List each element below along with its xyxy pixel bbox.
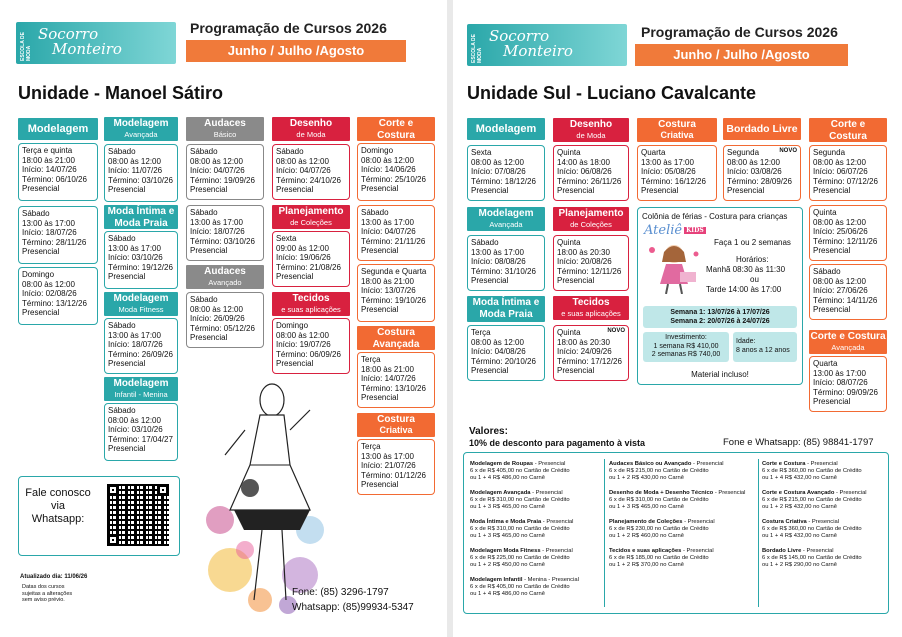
unit-title: Unidade Sul - Luciano Cavalcante	[467, 83, 757, 103]
valores-divider-2	[758, 459, 759, 607]
program-title: Programação de Cursos 2026	[641, 24, 838, 40]
schedule-box	[357, 205, 435, 261]
schedule-line: 18:00 às 20:30	[557, 337, 610, 347]
valor-item: Corte e Costura - Presencial 6 x de R$ 360,00 no Cartão de Crédito ou 1 + 4 R$ 432,00 no Carnê	[762, 461, 862, 481]
schedule-box	[272, 231, 350, 287]
schedule-line: Presencial	[813, 305, 851, 315]
schedule-line: Início: 26/09/26	[190, 314, 245, 324]
schedule-line: 13:00 às 17:00	[108, 330, 161, 340]
atelie-logo: Ateliê $^{KIDS}$	[644, 223, 704, 238]
schedule-line: Presencial	[22, 184, 60, 194]
schedule-line: Término: 09/09/26	[813, 387, 878, 397]
updated-text: Atualizado dia: 11/06/26	[20, 574, 88, 580]
notice-text: Datas dos cursos sujeitas a alterações sem aviso prévio.	[22, 584, 73, 603]
schedule-line: 13:00 às 17:00	[471, 247, 524, 257]
schedule-box	[809, 356, 887, 412]
schedule-box	[467, 145, 545, 201]
schedule-line: Início: 19/06/26	[276, 253, 331, 263]
novo-badge: NOVO	[779, 148, 797, 154]
schedule-line: Início: 14/07/26	[361, 374, 416, 384]
course-header-costura-criativa: Costura Criativa	[637, 118, 717, 142]
course-header-costura-avancada: Costura Avançada	[357, 326, 435, 350]
schedule-line: Terça e quinta	[22, 146, 73, 155]
schedule-line: Término: 24/10/26	[276, 175, 341, 185]
logo-name-2: Monteiro	[503, 42, 573, 60]
course-header-audaces-avancado: Audaces Avançado	[186, 265, 264, 289]
schedule-line: Terça	[471, 328, 491, 337]
course-header-audaces-basico: Audaces Básico	[186, 117, 264, 141]
schedule-line: Domingo	[276, 321, 309, 330]
course-header-modelagem: Modelagem	[18, 118, 98, 140]
manha-text: Manhã 08:30 às 11:30	[706, 265, 786, 274]
schedule-line: Presencial	[361, 305, 399, 315]
schedule-line: Início: 11/07/26	[108, 166, 163, 176]
schedule-line: Término: 17/04/27	[108, 434, 173, 444]
fone-whatsapp: Fone e Whatsapp: (85) 98841-1797	[723, 437, 874, 448]
semanas-band	[643, 306, 797, 328]
schedule-line: Quinta	[557, 148, 581, 157]
material-text: Material incluso!	[691, 370, 749, 379]
schedule-box	[357, 264, 435, 322]
course-header-corte-costura: Corte e Costura	[357, 117, 435, 141]
schedule-line: Presencial	[276, 359, 314, 369]
schedule-line: Presencial	[557, 186, 595, 196]
schedule-line: 08:00 às 12:00	[276, 156, 329, 166]
months-band: Junho / Julho /Agosto	[186, 40, 406, 62]
whatsapp-text: Fale conosco via Whatsapp:	[25, 487, 91, 525]
schedule-box	[357, 352, 435, 408]
schedule-box	[809, 264, 887, 320]
schedule-line: Sábado	[108, 147, 136, 156]
schedule-line: 08:00 às 12:00	[108, 415, 161, 425]
schedule-line: Terça	[361, 355, 381, 364]
schedule-line: 08:00 às 12:00	[190, 304, 243, 314]
course-header-modelagem-avancada: Modelagem Avançada	[467, 207, 545, 231]
schedule-line: Término: 03/10/26	[108, 175, 173, 185]
valor-item: Planejamento de Coleções - Presencial 6 x de R$ 230,00 no Cartão de Crédito ou 1 + 2 R$ 460,00 no Carnê	[609, 519, 715, 539]
schedule-line: 13:00 às 17:00	[22, 218, 75, 228]
unit-title: Unidade - Manoel Sátiro	[18, 83, 224, 103]
schedule-line: Término: 05/12/26	[190, 323, 255, 333]
schedule-line: 13:00 às 17:00	[361, 217, 414, 227]
schedule-line: 13:00 às 17:00	[108, 243, 161, 253]
course-header-costura-criativa: Costura Criativa	[357, 413, 435, 437]
valor-item: Costura Criativa - Presencial 6 x de R$ 360,00 no Cartão de Crédito ou 1 + 4 R$ 432,00 no Carnê	[762, 519, 862, 539]
schedule-line: Término: 19/12/26	[108, 262, 173, 272]
course-header-modelagem-fitness: Modelagem Moda Fitness	[104, 292, 178, 316]
schedule-line: 08:00 às 12:00	[361, 155, 414, 165]
schedule-line: 08:00 às 12:00	[190, 156, 243, 166]
schedule-line: Término: 13/12/26	[22, 298, 87, 308]
investimento-2: 2 semanas R$ 740,00	[651, 351, 721, 358]
logo-name-1: Socorro	[489, 27, 550, 45]
schedule-line: 08:00 às 12:00	[22, 279, 75, 289]
schedule-box	[104, 144, 178, 202]
schedule-box	[553, 145, 629, 201]
colonia-ferias-box	[637, 207, 803, 385]
logo-name-2: Monteiro	[52, 40, 122, 58]
valores-title: Valores:	[469, 426, 508, 437]
schedule-line: Presencial	[108, 272, 146, 282]
schedule-line: Início: 04/08/26	[471, 347, 526, 357]
schedule-line: Presencial	[361, 184, 399, 194]
schedule-line: Início: 18/07/26	[190, 227, 245, 237]
schedule-line: Início: 03/10/26	[108, 425, 163, 435]
course-header-planejamento: Planejamento de Coleções	[553, 207, 629, 231]
faca-text: Faça 1 ou 2 semanas	[714, 238, 791, 247]
schedule-line: Sábado	[108, 321, 136, 330]
schedule-line: Presencial	[22, 247, 60, 257]
schedule-line: Sexta	[471, 148, 492, 157]
schedule-box	[186, 144, 264, 200]
left-page	[0, 0, 447, 637]
schedule-line: Início: 18/07/26	[22, 228, 77, 238]
schedule-line: Quarta	[641, 148, 666, 157]
schedule-line: 09:00 às 12:00	[276, 243, 329, 253]
schedule-line: Presencial	[727, 186, 765, 196]
qr-code[interactable]	[107, 484, 169, 546]
schedule-box	[809, 205, 887, 261]
schedule-line: Início: 20/08/26	[557, 257, 612, 267]
whatsapp-phone-text: Whatsapp: (85)99934-5347	[292, 602, 414, 613]
schedule-line: Sábado	[190, 147, 218, 156]
schedule-line: Presencial	[813, 246, 851, 256]
schedule-line: Presencial	[471, 366, 509, 376]
schedule-line: Término: 07/12/26	[813, 176, 878, 186]
valor-item: Tecidos e suas aplicações - Presencial 6 x de R$ 185,00 no Cartão de Crédito ou 1 + 2 R$ 370,00 no Carnê	[609, 548, 714, 568]
idade-value: 8 anos a 12 anos	[736, 347, 790, 354]
schedule-line: Presencial	[190, 333, 228, 343]
valor-item: Audaces Básico ou Avançado - Presencial 6 x de R$ 215,00 no Cartão de Crédito ou 1 + 2 R$ 430,00 no Carnê	[609, 461, 724, 481]
schedule-line: Sábado	[22, 209, 50, 218]
investimento-label: Investimento:	[665, 334, 707, 341]
logo-name-1: Socorro	[38, 25, 99, 43]
schedule-box	[553, 325, 629, 381]
months-band: Junho / Julho /Agosto	[635, 44, 848, 66]
schedule-line: Sábado	[813, 267, 841, 276]
schedule-line: Presencial	[108, 359, 146, 369]
schedule-line: Sábado	[361, 208, 389, 217]
schedule-line: 13:00 às 17:00	[361, 451, 414, 461]
schedule-line: 08:00 às 12:00	[471, 337, 524, 347]
schedule-line: 08:00 às 12:00	[813, 276, 866, 286]
schedule-line: Término: 26/11/26	[557, 176, 622, 186]
schedule-line: Término: 31/10/26	[471, 266, 536, 276]
schedule-line: Quarta	[813, 359, 838, 368]
schedule-line: Sábado	[190, 208, 218, 217]
schedule-line: Presencial	[108, 185, 146, 195]
schedule-line: Início: 06/07/26	[813, 167, 868, 177]
schedule-line: Presencial	[813, 397, 851, 407]
schedule-line: Sábado	[276, 147, 304, 156]
course-header-corte-costura: Corte e Costura	[809, 118, 887, 142]
schedule-line: Início: 08/07/26	[813, 378, 868, 388]
schedule-box	[723, 145, 801, 201]
schedule-line: Início: 02/08/26	[22, 289, 77, 299]
tarde-text: Tarde 14:00 às 17:00	[706, 285, 782, 294]
valor-item: Desenho de Moda + Desenho Técnico - Presencial 6 x de R$ 310,00 no Cartão de Crédito ou 1 + 3 R$ 465,00 no Carnê	[609, 490, 746, 510]
schedule-line: Quinta	[557, 238, 581, 247]
schedule-line: Início: 25/06/26	[813, 227, 868, 237]
schedule-line: Presencial	[813, 186, 851, 196]
logo	[467, 24, 627, 66]
schedule-line: Sábado	[471, 238, 499, 247]
schedule-box	[553, 235, 629, 291]
schedule-line: Presencial	[361, 393, 399, 403]
schedule-line: Presencial	[276, 185, 314, 195]
schedule-line: Término: 17/12/26	[557, 356, 622, 366]
course-header-corte-costura-avancada: Corte e Costura Avançada	[810, 331, 886, 352]
schedule-line: Início: 24/09/26	[557, 347, 612, 357]
investimento-box	[643, 332, 729, 362]
schedule-line: Término: 12/11/26	[813, 236, 878, 246]
schedule-line: 18:00 às 21:00	[361, 276, 414, 286]
fashion-illustration	[190, 370, 340, 620]
ou-text: ou	[750, 275, 759, 284]
phone-text: Fone: (85) 3296-1797	[292, 587, 389, 598]
schedule-line: Término: 03/10/26	[190, 236, 255, 246]
schedule-line: Término: 20/10/26	[471, 356, 536, 366]
schedule-line: Término: 13/10/26	[361, 383, 426, 393]
logo	[16, 22, 176, 64]
schedule-line: Sexta	[276, 234, 297, 243]
schedule-line: Presencial	[557, 276, 595, 286]
schedule-line: Início: 19/07/26	[276, 340, 331, 350]
schedule-line: Presencial	[361, 246, 399, 256]
schedule-line: Término: 06/09/26	[276, 349, 341, 359]
schedule-line: Término: 12/11/26	[557, 266, 622, 276]
schedule-line: Início: 13/07/26	[361, 286, 416, 296]
schedule-line: 18:00 às 21:00	[22, 155, 75, 165]
schedule-line: Início: 08/08/26	[471, 257, 526, 267]
schedule-line: Sábado	[108, 234, 136, 243]
schedule-box	[186, 205, 264, 261]
schedule-line: Término: 19/09/26	[190, 175, 255, 185]
schedule-box	[104, 318, 178, 374]
schedule-box	[467, 325, 545, 381]
schedule-line: Término: 19/10/26	[361, 295, 426, 305]
schedule-line: Quinta	[813, 208, 837, 217]
schedule-line: Presencial	[471, 186, 509, 196]
schedule-line: Início: 21/07/26	[361, 461, 416, 471]
whatsapp-box	[18, 476, 180, 556]
course-header-planejamento: Planejamento de Coleções	[272, 205, 350, 229]
valor-item: Modelagem Moda Fitness - Presencial 6 x de R$ 225,00 no Cartão de Crédito ou 1 + 2 R$ 450,00 no Carnê	[470, 548, 573, 568]
schedule-line: Término: 16/12/26	[641, 176, 706, 186]
idade-label: Idade:	[736, 338, 756, 345]
course-header-moda-intima: Moda Íntima e Moda Praia	[467, 296, 545, 322]
kid-illustration	[644, 242, 704, 294]
schedule-line: 08:00 às 12:00	[108, 156, 161, 166]
schedule-line: Término: 14/11/26	[813, 295, 878, 305]
schedule-line: Término: 21/08/26	[276, 262, 341, 272]
investimento-1: 1 semana R$ 410,00	[653, 342, 719, 350]
right-page	[453, 0, 902, 637]
schedule-line: 18:00 às 21:00	[361, 364, 414, 374]
schedule-line: Terça	[361, 442, 381, 451]
schedule-box	[18, 267, 98, 325]
valor-item: Corte e Costura Avançado - Presencial 6 x de R$ 215,00 no Cartão de Crédito ou 1 + 2 R$ 432,00 no Carnê	[762, 490, 867, 510]
schedule-box	[637, 145, 717, 201]
schedule-line: Término: 21/11/26	[361, 236, 426, 246]
schedule-box	[357, 143, 435, 201]
schedule-line: Domingo	[361, 146, 394, 155]
course-header-moda-intima: Moda Íntima e Moda Praia	[104, 205, 178, 229]
schedule-line: 08:00 às 12:00	[813, 217, 866, 227]
schedule-line: Segunda	[727, 148, 760, 157]
schedule-line: Quinta	[557, 328, 581, 337]
schedule-box	[467, 235, 545, 291]
course-header-tecidos: Tecidos e suas aplicações	[272, 292, 350, 316]
course-header-bordado-livre: Bordado Livre	[723, 118, 801, 140]
schedule-line: Presencial	[190, 246, 228, 256]
schedule-line: Início: 05/08/26	[641, 167, 696, 177]
schedule-line: Início: 04/07/26	[190, 166, 245, 176]
schedule-box	[272, 144, 350, 200]
idade-box	[733, 332, 797, 362]
schedule-line: Início: 06/08/26	[557, 167, 612, 177]
semana-1: Semana 1: 13/07/26 à 17/07/26	[670, 309, 770, 316]
schedule-box	[104, 403, 178, 461]
course-header-modelagem-infantil: Modelagem Infantil - Menina	[104, 377, 178, 401]
schedule-line: Início: 27/06/26	[813, 286, 868, 296]
schedule-line: Sábado	[190, 295, 218, 304]
schedule-line: 08:00 às 12:00	[813, 157, 866, 167]
schedule-line: Término: 28/09/26	[727, 176, 792, 186]
desconto-text: 10% de desconto para pagamento à vista	[469, 438, 646, 448]
course-header-modelagem: Modelagem	[467, 118, 545, 140]
valor-item: Modelagem Avançada - Presencial 6 x de R$ 310,00 no Cartão de Crédito ou 1 + 3 R$ 465,00 no Carnê	[470, 490, 570, 510]
schedule-line: Início: 03/10/26	[108, 253, 163, 263]
schedule-line: Início: 14/07/26	[22, 165, 77, 175]
schedule-line: Término: 01/12/26	[361, 470, 426, 480]
schedule-line: Presencial	[276, 272, 314, 282]
novo-badge: NOVO	[607, 328, 625, 334]
schedule-line: Presencial	[641, 186, 679, 196]
schedule-line: Presencial	[361, 480, 399, 490]
schedule-line: Início: 14/06/26	[361, 165, 416, 175]
valores-divider-1	[604, 459, 605, 607]
valor-item: Moda Íntima e Moda Praia - Presencial 6 x de R$ 310,00 no Cartão de Crédito ou 1 + 3 R$ 465,00 no Carnê	[470, 519, 574, 539]
course-header-desenho-moda: Desenho de Moda	[272, 117, 350, 141]
valor-item: Modelagem Infantil - Menina - Presencial 6 x de R$ 405,00 no Cartão de Crédito ou 1 + 4 R$ 486,00 no Carnê	[470, 577, 579, 597]
valor-item: Modelagem de Roupas - Presencial 6 x de R$ 405,00 no Cartão de Crédito ou 1 + 4 R$ 486,00 no Carnê	[470, 461, 570, 481]
logo-small-text: ESCOLA DE MODA	[20, 32, 32, 61]
schedule-line: Presencial	[557, 366, 595, 376]
schedule-line: 08:00 às 12:00	[276, 330, 329, 340]
schedule-line: 18:00 às 20:30	[557, 247, 610, 257]
schedule-box	[18, 143, 98, 201]
logo-small-text: ESCOLA DE MODA	[471, 34, 483, 63]
schedule-line: Término: 28/11/26	[22, 237, 87, 247]
schedule-line: Presencial	[190, 185, 228, 195]
schedule-line: Início: 04/07/26	[276, 166, 331, 176]
schedule-line: Término: 06/10/26	[22, 174, 87, 184]
schedule-line: 14:00 às 18:00	[557, 157, 610, 167]
schedule-line: Início: 03/08/26	[727, 167, 782, 177]
schedule-line: 08:00 às 12:00	[727, 157, 780, 167]
schedule-line: Sábado	[108, 406, 136, 415]
schedule-line: Início: 04/07/26	[361, 227, 416, 237]
schedule-line: Término: 26/09/26	[108, 349, 173, 359]
schedule-box	[357, 439, 435, 495]
schedule-line: Término: 18/12/26	[471, 176, 536, 186]
schedule-line: Segunda e Quarta	[361, 267, 427, 276]
schedule-line: Início: 07/08/26	[471, 167, 526, 177]
schedule-box	[104, 231, 178, 289]
schedule-line: 13:00 às 17:00	[190, 217, 243, 227]
valores-box	[463, 452, 889, 614]
horarios-label: Horários:	[736, 255, 769, 264]
semana-2: Semana 2: 20/07/26 à 24/07/26	[670, 318, 770, 325]
schedule-line: 13:00 às 17:00	[813, 368, 866, 378]
course-header-tecidos: Tecidos e suas aplicações	[553, 296, 629, 320]
schedule-line: 08:00 às 12:00	[471, 157, 524, 167]
schedule-line: Segunda	[813, 148, 846, 157]
course-header-modelagem-avancada: Modelagem Avançada	[104, 117, 178, 141]
schedule-line: Término: 25/10/26	[361, 174, 426, 184]
schedule-line: Início: 18/07/26	[108, 340, 163, 350]
schedule-box	[809, 145, 887, 201]
schedule-line: Domingo	[22, 270, 55, 279]
schedule-box	[18, 206, 98, 264]
program-title: Programação de Cursos 2026	[190, 20, 387, 36]
schedule-line: 13:00 às 17:00	[641, 157, 694, 167]
schedule-box	[186, 292, 264, 348]
colonia-title: Colônia de férias - Costura para crianças	[642, 212, 788, 221]
schedule-box	[272, 318, 350, 374]
course-header-desenho-moda: Desenho de Moda	[553, 118, 629, 142]
schedule-line: Presencial	[22, 308, 60, 318]
schedule-line: Presencial	[471, 276, 509, 286]
schedule-line: Presencial	[108, 444, 146, 454]
valor-item: Bordado Livre - Presencial 6 x de R$ 145,00 no Cartão de Crédito ou 1 + 2 R$ 290,00 no Carnê	[762, 548, 862, 568]
